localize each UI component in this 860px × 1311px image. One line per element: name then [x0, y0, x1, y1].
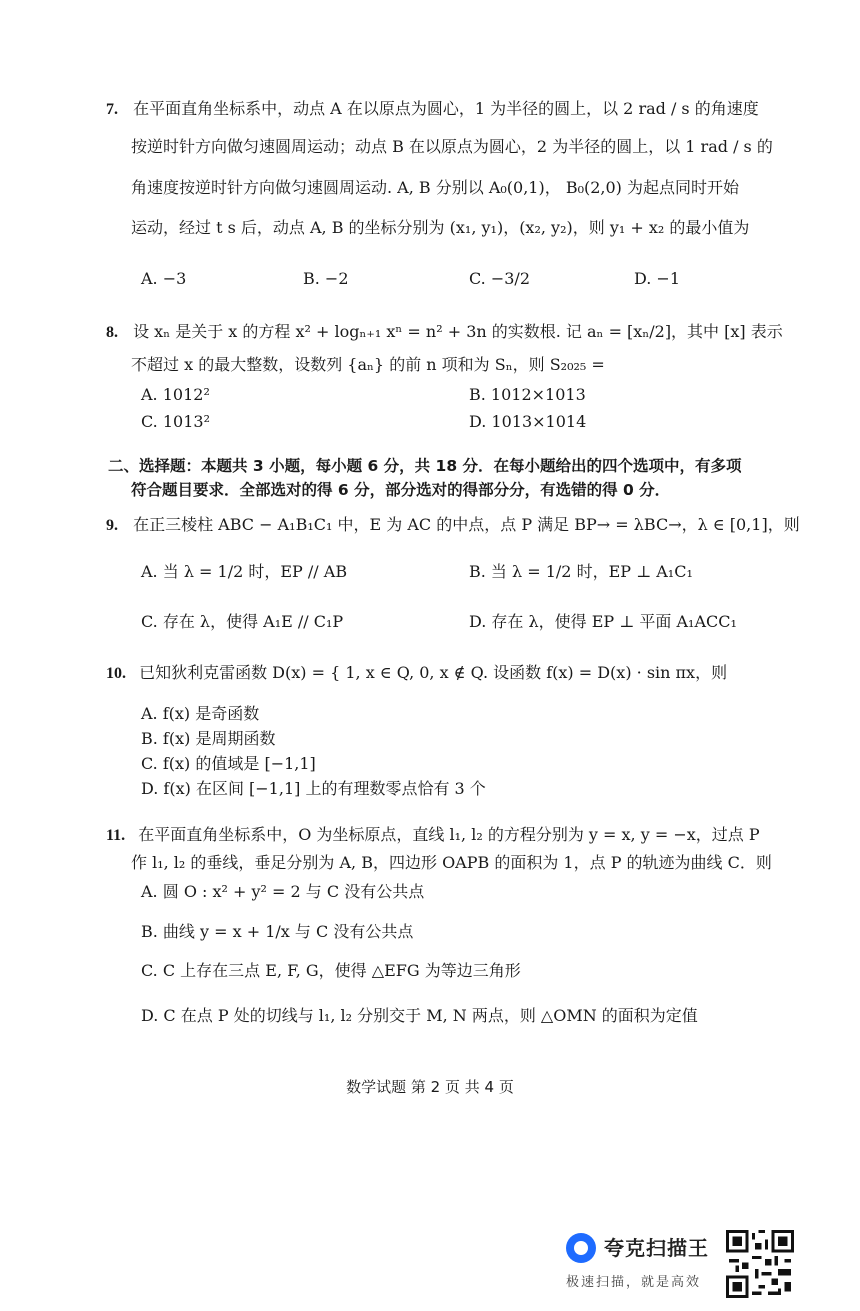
question-text-line: 角速度按逆时针方向做匀速圆周运动. A, B 分别以 A₀(0,1)， B₀(2,0) 为起点同时开始 — [131, 178, 740, 197]
question-number: 11. — [106, 827, 126, 844]
brand-name: 夸克扫描王 — [604, 1236, 709, 1260]
question-text-line: 按逆时针方向做匀速圆周运动；动点 B 在以原点为圆心，2 为半径的圆上，以 1 rad / s 的 — [131, 137, 773, 156]
question-text-line: 在平面直角坐标系中，动点 A 在以原点为圆心，1 为半径的圆上，以 2 rad / s 的角速度 — [133, 99, 759, 118]
option-c: C. f(x) 的值域是 [−1,1] — [141, 754, 316, 773]
option-b: B. −2 — [303, 269, 349, 288]
question-text-line: 设 xₙ 是关于 x 的方程 x² + logₙ₊₁ xⁿ = n² + 3n 的实数根. 记 aₙ = [xₙ/2]，其中 [x] 表示 — [133, 322, 783, 341]
question-text-line: 已知狄利克雷函数 D(x) = { 1, x ∈ Q, 0, x ∉ Q. 设函数 f(x) = D(x) · sin πx，则 — [139, 663, 728, 682]
question-text-line: 不超过 x 的最大整数，设数列 {aₙ} 的前 n 项和为 Sₙ，则 S₂₀₂₅ = — [131, 355, 605, 374]
option-d: D. 存在 λ，使得 EP ⊥ 平面 A₁ACC₁ — [469, 612, 737, 631]
scanner-watermark — [566, 1233, 726, 1293]
brand-slogan: 极速扫描，就是高效 — [566, 1275, 702, 1290]
option-c: C. −3/2 — [469, 269, 530, 288]
question-text-line: 运动，经过 t s 后，动点 A, B 的坐标分别为 (x₁, y₁)，(x₂, y₂)，则 y₁ + x₂ 的最小值为 — [131, 218, 750, 237]
option-c: C. C 上存在三点 E, F, G，使得 △EFG 为等边三角形 — [141, 961, 521, 980]
option-a: A. −3 — [141, 269, 187, 288]
option-a: A. 当 λ = 1/2 时，EP // AB — [141, 562, 348, 581]
option-a: A. 1012² — [141, 385, 210, 404]
option-d: D. −1 — [634, 269, 681, 288]
option-c: C. 存在 λ，使得 A₁E // C₁P — [141, 612, 344, 631]
quark-logo-icon — [566, 1233, 596, 1263]
option-a: A. f(x) 是奇函数 — [141, 704, 260, 723]
question-number: 9. — [106, 517, 118, 534]
option-b: B. 当 λ = 1/2 时，EP ⊥ A₁C₁ — [469, 562, 693, 581]
question-number: 10. — [106, 665, 126, 682]
qr-code-icon — [726, 1230, 794, 1298]
option-d: D. C 在点 P 处的切线与 l₁, l₂ 分别交于 M, N 两点，则 △OMN 的面积为定值 — [141, 1006, 698, 1025]
option-b: B. 1012×1013 — [469, 385, 586, 404]
question-number: 7. — [106, 101, 118, 118]
option-a: A. 圆 O : x² + y² = 2 与 C 没有公共点 — [141, 882, 425, 901]
page-footer: 数学试题 第 2 页 共 4 页 — [346, 1078, 514, 1096]
question-number: 8. — [106, 324, 118, 341]
section-heading-line: 符合题目要求．全部选对的得 6 分，部分选对的得部分分，有选错的得 0 分． — [131, 481, 671, 499]
question-text-line: 在平面直角坐标系中，O 为坐标原点，直线 l₁, l₂ 的方程分别为 y = x, y = −x，过点 P — [138, 825, 760, 844]
question-text-line: 作 l₁, l₂ 的垂线，垂足分别为 A, B，四边形 OAPB 的面积为 1，点 P 的轨迹为曲线 C．则 — [131, 853, 772, 872]
option-b: B. 曲线 y = x + 1/x 与 C 没有公共点 — [141, 922, 414, 941]
option-d: D. f(x) 在区间 [−1,1] 上的有理数零点恰有 3 个 — [141, 779, 486, 798]
option-c: C. 1013² — [141, 412, 210, 431]
question-text-line: 在正三棱柱 ABC − A₁B₁C₁ 中，E 为 AC 的中点，点 P 满足 BP→ = λBC→，λ ∈ [0,1]，则 — [133, 515, 800, 534]
section-heading-line: 二、选择题：本题共 3 小题，每小题 6 分，共 18 分．在每小题给出的四个选项中，有多项 — [108, 457, 742, 475]
option-b: B. f(x) 是周期函数 — [141, 729, 276, 748]
option-d: D. 1013×1014 — [469, 412, 587, 431]
